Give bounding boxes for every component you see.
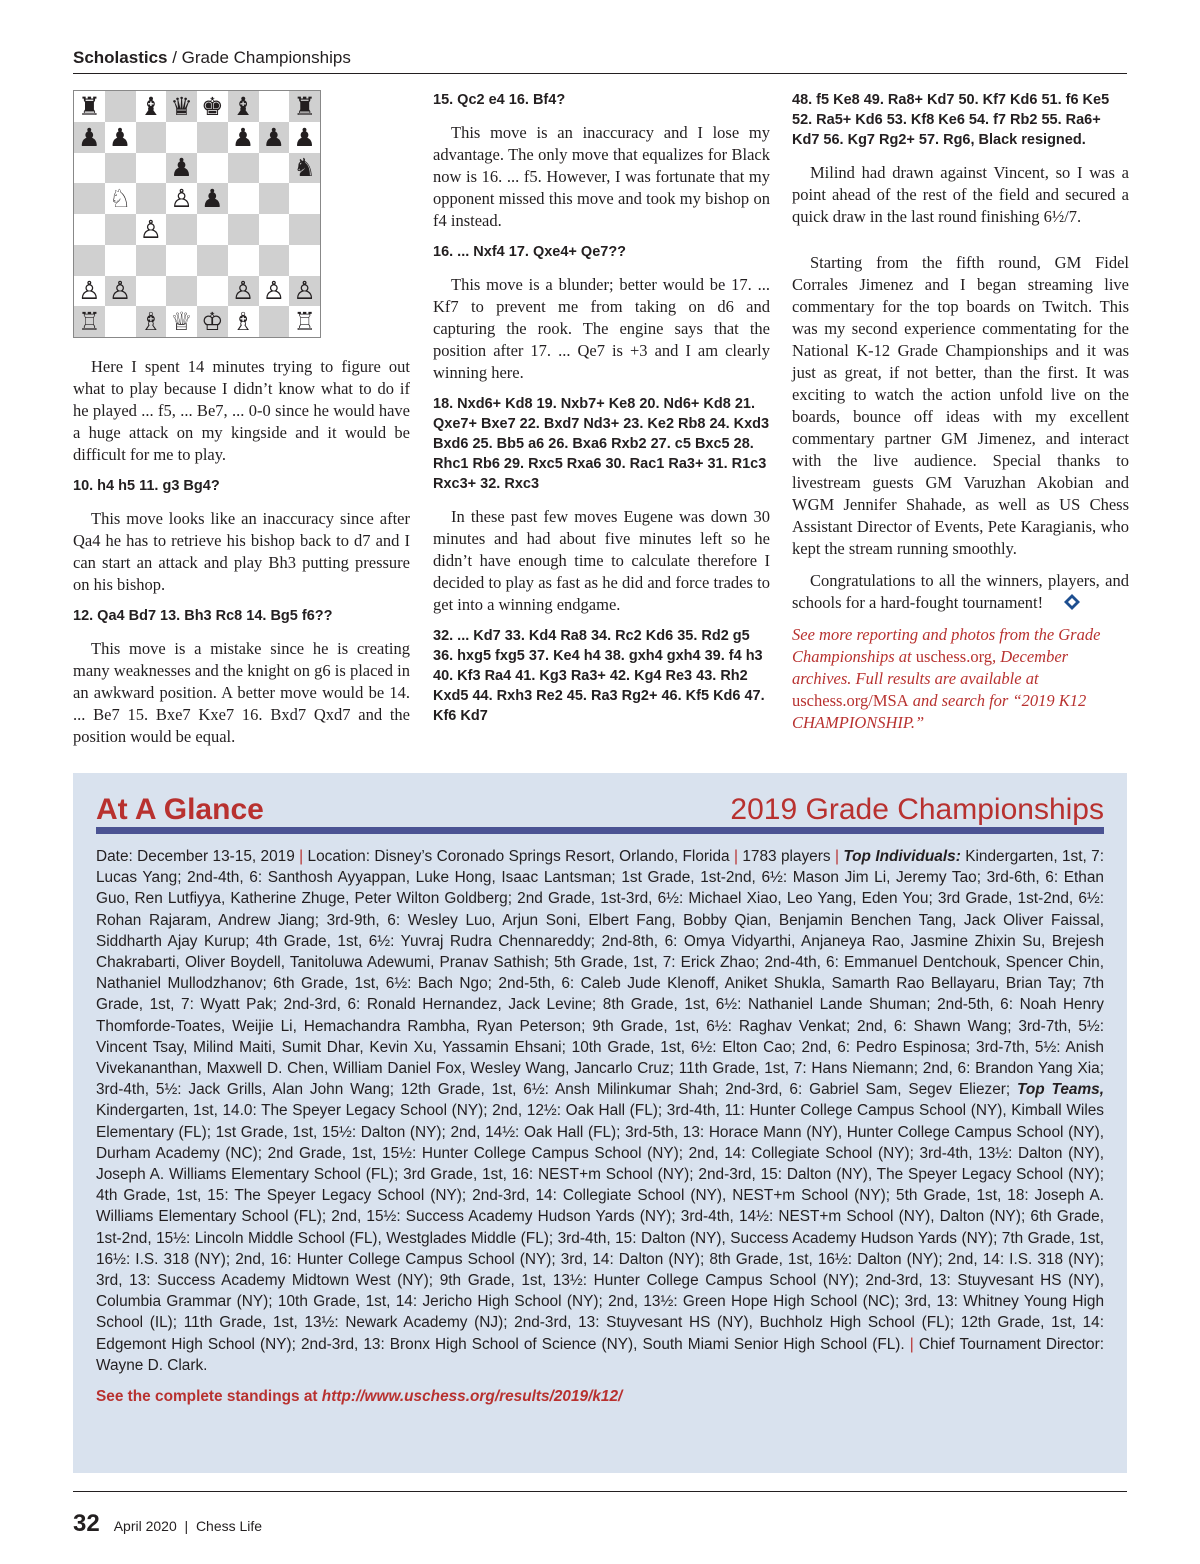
board-square (136, 183, 167, 214)
chess-piece-square: ♝ (228, 91, 259, 122)
board-square (105, 245, 136, 276)
paragraph: This move looks like an inaccuracy since after Qa4 he has to retrieve his bishop back to d7 and I can start an attack and play Bh3 putting pressure on his bishop. (73, 509, 410, 594)
chess-piece-square: ♟ (166, 153, 197, 184)
chess-diagram (73, 90, 321, 338)
board-square (74, 245, 105, 276)
paragraph: Milind had drawn against Vincent, so I was a point ahead of the rest of the field and secured a quick draw in the last round finishing 6½/7. (792, 163, 1129, 226)
board-square (259, 306, 290, 337)
paragraph: This move is an inaccuracy and I lose my advantage. The only move that equalizes for Black now is 16. ... f5. However, I was fortunate that my opponent missed this move and took my bishop on f4 instead. (433, 123, 770, 230)
board-square (166, 276, 197, 307)
page-number: 32 (73, 1510, 100, 1537)
move-list: 32. ... Kd7 33. Kd4 Ra8 34. Rc2 Kd6 35. Rd2 g5 36. hxg5 fxg5 37. Ke4 h4 38. gxh4 gxh4 39. f4 h3 40. Kf3 Ra4 41. Kg3 Ra3+ 42. Kg4 Re3 43. Rh2 Kxd5 44. Rxh3 Re2 45. Ra3 Rg2+ 46. Kf5 Kd6 47. Kf6 Kd7 (433, 628, 765, 724)
board-square (197, 122, 228, 153)
chess-piece-square: ♟ (105, 122, 136, 153)
paragraph: Here I spent 14 minutes trying to figure out what to play because I didn’t know what to do if he played ... f5, ... Be7, ... 0-0 since he would have a huge attack on my kingside and it would be difficult for me to play. (73, 357, 410, 464)
chess-piece-square: ♙ (289, 276, 320, 307)
see-more-note: See more reporting and photos from the Grade Championships at uschess.org, December archives. Full results are available at uschess.org/MSA and search for “2019 K12 CHAMPIONSHIP.” (792, 625, 1101, 732)
chess-piece-square: ♘ (105, 183, 136, 214)
paragraph: In these past few moves Eugene was down 30 minutes and had about five minutes left so he didn’t have enough time to calculate therefore I decided to play as fast as he did and force trades to get into a winning endgame. (433, 507, 770, 614)
glance-header (96, 793, 1104, 834)
chess-piece-square: ♗ (228, 306, 259, 337)
move-list: 16. ... Nxf4 17. Qxe4+ Qe7?? (433, 244, 627, 260)
chess-piece-square: ♗ (136, 306, 167, 337)
glance-subtitle: 2019 Grade Championships (730, 793, 1104, 826)
board-square (74, 183, 105, 214)
board-square (228, 153, 259, 184)
board-square (289, 183, 320, 214)
chess-piece-square: ♙ (228, 276, 259, 307)
uschess-link[interactable]: uschess.org (915, 647, 993, 666)
msa-link[interactable]: uschess.org/MSA (792, 691, 909, 710)
chess-piece-square: ♙ (136, 214, 167, 245)
chess-piece-square: ♝ (136, 91, 167, 122)
chess-piece-square: ♙ (74, 276, 105, 307)
chess-piece-square: ♟ (74, 122, 105, 153)
board-square (166, 245, 197, 276)
section-name: Scholastics (73, 48, 168, 67)
column-1 (73, 90, 410, 758)
header-slash: / (167, 48, 182, 67)
board-square (74, 214, 105, 245)
board-square (259, 153, 290, 184)
board-square (228, 183, 259, 214)
board-square (259, 91, 290, 122)
board-square (136, 153, 167, 184)
standings-link[interactable]: http://www.uschess.org/results/2019/k12/ (321, 1388, 623, 1406)
board-square (105, 91, 136, 122)
board-square (197, 245, 228, 276)
board-square (136, 122, 167, 153)
board-square (228, 245, 259, 276)
chess-piece-square: ♖ (74, 306, 105, 337)
move-list: 48. f5 Ke8 49. Ra8+ Kd7 50. Kf7 Kd6 51. f6 Ke5 52. Ra5+ Kd6 53. Kf8 Ke6 54. f7 Rb2 55. Ra6+ Kd7 56. Kg7 Rg2+ 57. Rg6, Black resigned. (792, 92, 1110, 148)
board-square (289, 214, 320, 245)
chess-piece-square: ♚ (197, 91, 228, 122)
board-square (105, 153, 136, 184)
board-square (105, 214, 136, 245)
chess-piece-square: ♔ (197, 306, 228, 337)
column-3 (792, 90, 1129, 734)
board-square (136, 245, 167, 276)
chess-piece-square: ♕ (166, 306, 197, 337)
board-square (197, 276, 228, 307)
paragraph-congrats: Congratulations to all the winners, players, and schools for a hard-fought tournament! (792, 571, 1129, 612)
page-footer (73, 1491, 1127, 1538)
at-a-glance-box (73, 773, 1127, 1473)
page-header (73, 48, 1127, 74)
board-square (259, 183, 290, 214)
board-square (259, 245, 290, 276)
board-square (197, 214, 228, 245)
board-square (289, 245, 320, 276)
chess-piece-square: ♟ (197, 183, 228, 214)
paragraph: Starting from the fifth round, GM Fidel Corrales Jimenez and I began streaming live commentary for the top boards on Twitch. This was my second experience commentating for the National K-12 Grade Championships and it was just as great, if not better, than the first. It was exciting to watch the action unfold live on the boards, bounce off ideas with my excellent commentary partner GM Jimenez, and interact with the live audience. Special thanks to livestream guests GM Varuzhan Akobian and WGM Jennifer Shahade, as well as US Chess Assistant Director of Events, Pete Karagianis, who kept the stream running smoothly. (792, 253, 1129, 558)
move-list: 10. h4 h5 11. g3 Bg4? (73, 478, 220, 494)
footer-text: April 2020 | Chess Life (113, 1518, 263, 1534)
board-square (259, 214, 290, 245)
chess-piece-square: ♟ (259, 122, 290, 153)
board-square (166, 122, 197, 153)
board-square (166, 214, 197, 245)
chess-piece-square: ♙ (259, 276, 290, 307)
board-square (74, 153, 105, 184)
chess-piece-square: ♟ (228, 122, 259, 153)
board-square (105, 306, 136, 337)
chess-piece-square: ♙ (166, 183, 197, 214)
chess-life-logo-icon (1045, 593, 1063, 611)
chess-piece-square: ♖ (289, 306, 320, 337)
board-square (197, 153, 228, 184)
move-list: 12. Qa4 Bd7 13. Bh3 Rc8 14. Bg5 f6?? (73, 608, 333, 624)
board-square (228, 214, 259, 245)
chess-piece-square: ♞ (289, 153, 320, 184)
chess-piece-square: ♙ (105, 276, 136, 307)
move-list: 15. Qc2 e4 16. Bf4? (433, 92, 566, 108)
chess-piece-square: ♟ (289, 122, 320, 153)
chess-piece-square: ♛ (166, 91, 197, 122)
paragraph: This move is a blunder; better would be 17. ... Kf7 to prevent me from taking on d6 and capturing the rook. The engine says that the position after 17. ... Qe7 is +3 and I am clearly winning here. (433, 275, 770, 382)
standings-link-line: See the complete standings at http://www.uschess.org/results/2019/k12/ (96, 1388, 623, 1406)
glance-results: Date: December 13-15, 2019 | Location: Disney’s Coronado Springs Resort, Orlando, Florida | 1783 players | Top Individuals: Kindergarten, 1st, 7: Lucas Yang; 2nd-4th, 6: Santhosh Ayyappan, Luke Hong, Isaac Lantsman; 1st Grade, 1st-2nd, 6½: Mason Jim Li, Jeremy Tao; 3rd-6th, 6: Ethan Guo, Ren Lutfiyya, Katherine Zhuge, Peter Wilton Goldberg; 2nd Grade, 1st-3rd, 6½: Michael Xiao, Leo Yang, Eden You; 3rd Grade, 1st-2nd, 6½: Rohan Rajaram, Andrew Jiang; 3rd-9th, 6: Wesley Luo, Arjun Soni, Elbert Fang, Bobby Qian, Benjamin Benchen Tang, Jack Oliver Faissal, Siddharth Ajay Kurup; 4th Grade, 1st, 6½: Yuvraj Rudra Chennareddy; 2nd-8th, 6: Omya Vidyarthi, Anjaneya Rao, Jasmine Zhixin Su, Brejesh Chakrabarti, Oliver Boydell, Tanitoluwa Adewumi, Pranav Sathish; 5th Grade, 1st, 7: Erick Zhao; 2nd-4th, 6: Emmanuel Dentchouk, Spencer Chin, Nathaniel Mullodzhanov; 6th Grade, 1st, 6½: Bach Ngo; 2nd-5th, 6: Caleb Jude Klenoff, Aniket Shukla, Samarth Rao Bellayaru, Brian Tay; 7th Grade, 1st, 7: Wyatt Pak; 2nd-3rd, 6: Ronald Hernandez, Jack Levine; 8th Grade, 1st, 6½: Nathaniel Lande Shuman; 2nd-5th, 6: Noah Henry Thomforde-Toates, Weijie Li, Hemachandra Rambha, Ryan Peterson; 9th Grade, 1st, 6½: Raghav Venkat; 2nd, 6: Shawn Wang; 3rd-7th, 5½: Vincent Tsay, Milind Maiti, Sumit Dhar, Kevin Xu, Yassamin Ehsani; 10th Grade, 1st, 6½: Elton Cao; 2nd, 6: Pedro Espinosa; 3rd-7th, 5½: Anish Vivekananthan, Maxwell D. Chen, William Daniel Fox, Wesley Wang, Jancarlo Cruz; 11th Grade, 1st, 7: Hans Niemann; 2nd, 6: Brandon Yang Xia; 3rd-4th, 5½: Jack Grills, Alan John Wang; 12th Grade, 1st, 6½: Ansh Milinkumar Shah; 2nd-3rd, 6: Gabriel Sam, Segev Eliezer; Top Teams, Kindergarten, 1st, 14.0: The Speyer Legacy School (NY); 2nd, 12½: Oak Hall (FL); 3rd-4th, 11: Hunter College Campus School (NY), Kimball Wiles Elementary (FL); 1st Grade, 1st, 15½: Dalton (NY); 2nd, 14½: Oak Hall (FL); 3rd-5th, 13: Horace Mann (NY), Hunter College Campus School (NY), Durham Academy (NC); 2nd Grade, 1st, 15½: Hunter College Campus School (NY); 2nd, 14: Collegiate School (NY); 3rd-4th, 13½: Dalton (NY), Joseph A. Williams Elementary School (FL); 3rd Grade, 1st, 16: NEST+m School (NY); 2nd-3rd, 15: Dalton (NY), The Speyer Legacy School (NY); 4th Grade, 1st, 15: The Speyer Legacy School (NY); 2nd-3rd, 14: Collegiate School (NY), NEST+m School (NY); 5th Grade, 1st, 18: Joseph A. Williams Elementary School (FL); 2nd, 15½: Success Academy Hudson Yards (NY); 3rd-4th, 14½: NEST+m School (NY), Dalton (NY); 6th Grade, 1st-2nd, 15½: Lincoln Middle School (FL), Westglades Middle (FL); 3rd-4th, 15: Dalton (NY), Success Academy Hudson Yards (NY); 7th Grade, 1st, 16½: I.S. 318 (NY); 2nd, 16: Hunter College Campus School (NY); 3rd, 14: Dalton (NY); 8th Grade, 1st, 16½: Dalton (NY); 2nd, 14: I.S. 318 (NY); 3rd, 13: Success Academy Midtown West (NY); 9th Grade, 1st, 13½: Hunter College Campus School (NY); 2nd-3rd, 13: Stuyvesant HS (NY), Columbia Grammar (NY); 10th Grade, 1st, 14: Jericho High School (NY); 2nd, 13½: Green Hope High School (NC); 3rd, 13: Whitney Young High School (IL); 11th Grade, 1st, 13½: Newark Academy (NJ); 2nd-3rd, 13: Stuyvesant HS (NY), Buchholz High School (FL); 12th Grade, 1st, 14: Edgemont High School (NY); 2nd-3rd, 13: Bronx High School of Science (NY), South Miami Senior High School (FL). | Chief Tournament Director: Wayne D. Clark. (96, 848, 1105, 1374)
board-square (136, 276, 167, 307)
column-2 (433, 90, 770, 738)
chess-piece-square: ♜ (289, 91, 320, 122)
glance-title: At A Glance (96, 793, 264, 826)
paragraph: This move is a mistake since he is creating many weaknesses and the knight on g6 is placed in an awkward position. A better move would be 14. ... Be7 15. Bxe7 Kxe7 16. Bxd7 Qxd7 and the position would be equal. (73, 639, 410, 746)
move-list: 18. Nxd6+ Kd8 19. Nxb7+ Ke8 20. Nd6+ Kd8 21. Qxe7+ Bxe7 22. Bxd7 Nd3+ 23. Ke2 Rb8 24. Kxd3 Bxd6 25. Bb5 a6 26. Bxa6 Rxb2 27. c5 Bxc5 28. Rhc1 Rb6 29. Rxc5 Rxa6 30. Rac1 Ra3+ 31. R1c3 Rxc3+ 32. Rxc3 (433, 396, 770, 492)
subsection-name: Grade Championships (181, 48, 351, 67)
chess-piece-square: ♜ (74, 91, 105, 122)
